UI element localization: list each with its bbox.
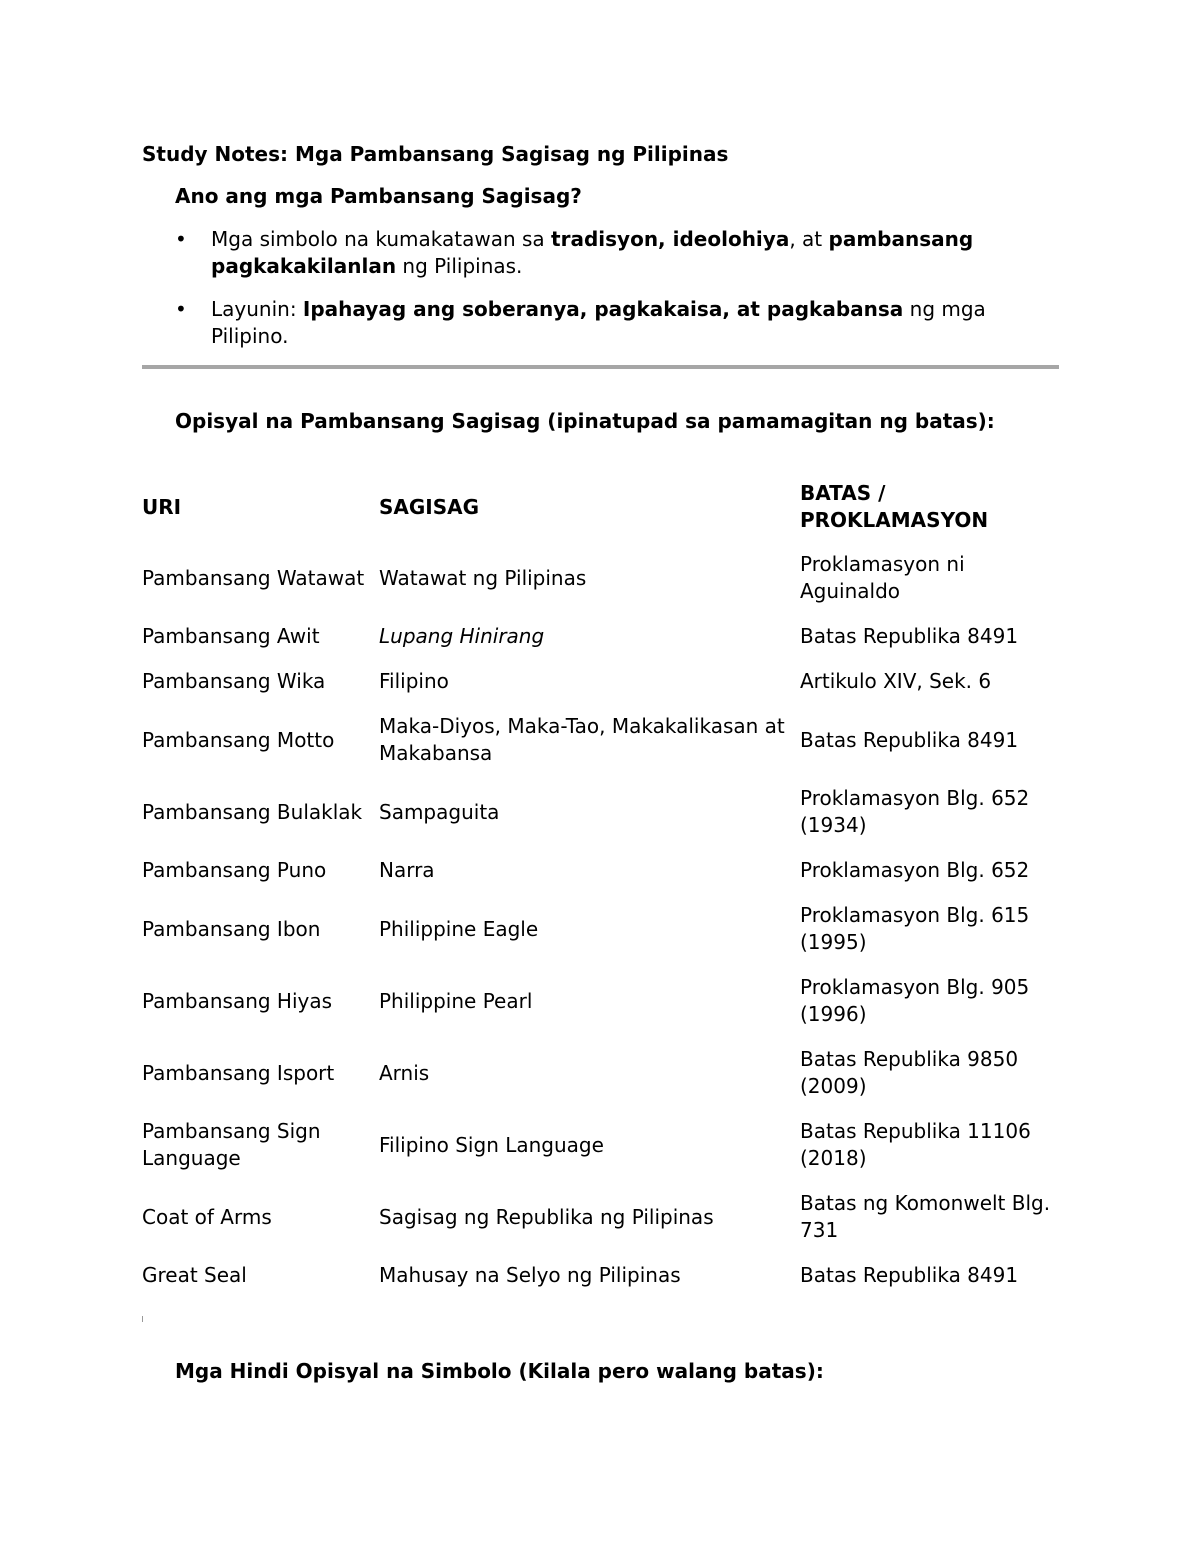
table-cell: Narra <box>379 858 435 882</box>
table-cell: Watawat ng Pilipinas <box>379 565 587 590</box>
table-cell: Philippine Eagle <box>379 916 539 941</box>
table-cell: Pambansang Motto <box>142 727 335 752</box>
table-cell: Pambansang Ibon <box>142 916 321 941</box>
bullet-text: , at <box>789 227 829 251</box>
bullet-bold-text: Ipahayag ang soberanya, pagkakaisa, at pagkabansa <box>302 297 904 321</box>
bullet-bold-text: pambansang pagkakakilanlan <box>211 227 974 278</box>
table-cell: Proklamasyon Blg. 652 <box>800 858 1030 882</box>
table-cell: Batas Republika 11106 (2018) <box>800 1119 1031 1170</box>
table-cell: Filipino Sign Language <box>379 1132 604 1157</box>
page-title: Study Notes: Mga Pambansang Sagisag ng Pilipinas <box>142 142 729 166</box>
table-row <box>142 902 1060 974</box>
bullet-text: Layunin: <box>211 297 303 321</box>
table-cell: Mahusay na Selyo ng Pilipinas <box>379 1263 681 1287</box>
table-cell: Lupang Hinirang <box>379 624 545 648</box>
definition-list <box>142 226 1060 366</box>
table-cell: Proklamasyon Blg. 905 (1996) <box>800 975 1030 1026</box>
table-row <box>142 1262 1060 1307</box>
table-cell: Filipino <box>379 669 449 693</box>
table-cell: Batas Republika 8491 <box>800 624 1019 648</box>
table-cell: Pambansang Watawat <box>142 565 365 590</box>
table-row <box>142 974 1060 1046</box>
table-cell: Pambansang Isport <box>142 1060 335 1085</box>
table-row <box>142 668 1060 713</box>
table-row <box>142 623 1060 668</box>
column-header-sagisag: SAGISAG <box>379 494 480 519</box>
table-cell: Pambansang Bulaklak <box>142 799 363 824</box>
table-cell: Pambansang Awit <box>142 624 320 648</box>
table-row <box>142 1190 1060 1262</box>
table-cell: Batas Republika 8491 <box>800 1263 1019 1287</box>
table-row <box>142 1118 1060 1190</box>
table-cell: Proklamasyon Blg. 652 (1934) <box>800 786 1030 837</box>
bullet-bold-text: tradisyon, ideolohiya <box>551 227 790 251</box>
table-cell: Pambansang Wika <box>142 669 326 693</box>
table-cell: Arnis <box>379 1060 430 1085</box>
official-symbols-heading: Opisyal na Pambansang Sagisag (ipinatupad sa pamamagitan ng batas): <box>175 409 995 433</box>
table-header-row <box>142 480 1060 551</box>
horizontal-divider <box>142 365 1059 369</box>
bullet-icon: • <box>175 227 187 251</box>
list-item <box>142 296 1060 350</box>
table-cell: Proklamasyon Blg. 615 (1995) <box>800 903 1030 954</box>
table-row <box>142 713 1060 785</box>
table-cell: Pambansang Puno <box>142 858 327 882</box>
bullet-text: ng mga Pilipino. <box>211 297 986 348</box>
bullet-icon: • <box>175 297 187 321</box>
list-item <box>142 226 1060 280</box>
unofficial-symbols-heading: Mga Hindi Opisyal na Simbolo (Kilala pero walang batas): <box>175 1359 824 1383</box>
table-cell: Pambansang Sign Language <box>142 1119 321 1170</box>
table-cell: Sagisag ng Republika ng Pilipinas <box>379 1204 714 1229</box>
table-cell: Artikulo XIV, Sek. 6 <box>800 669 992 693</box>
table-cell: Batas ng Komonwelt Blg. 731 <box>800 1191 1051 1242</box>
question-heading: Ano ang mga Pambansang Sagisag? <box>175 184 582 208</box>
table-cell: Maka-Diyos, Maka-Tao, Makakalikasan at Makabansa <box>379 714 785 765</box>
column-header-uri: URI <box>142 494 182 519</box>
bullet-text: ng Pilipinas. <box>396 254 523 278</box>
table-row <box>142 785 1060 857</box>
bullet-text: Mga simbolo na kumakatawan sa <box>211 227 552 251</box>
table-cell: Proklamasyon ni Aguinaldo <box>800 552 965 603</box>
table-cell: Sampaguita <box>379 799 500 824</box>
table-cell: Pambansang Hiyas <box>142 988 333 1013</box>
table-row <box>142 551 1060 623</box>
paragraph-mark <box>142 1316 143 1322</box>
symbols-table <box>142 480 1060 1307</box>
table-row <box>142 1046 1060 1118</box>
table-cell: Batas Republika 9850 (2009) <box>800 1047 1019 1098</box>
table-row <box>142 857 1060 902</box>
table-cell: Great Seal <box>142 1263 247 1287</box>
table-cell: Batas Republika 8491 <box>800 727 1019 752</box>
column-header-batas: BATAS / PROKLAMASYON <box>800 481 989 532</box>
table-cell: Philippine Pearl <box>379 988 533 1013</box>
table-cell: Coat of Arms <box>142 1204 272 1229</box>
